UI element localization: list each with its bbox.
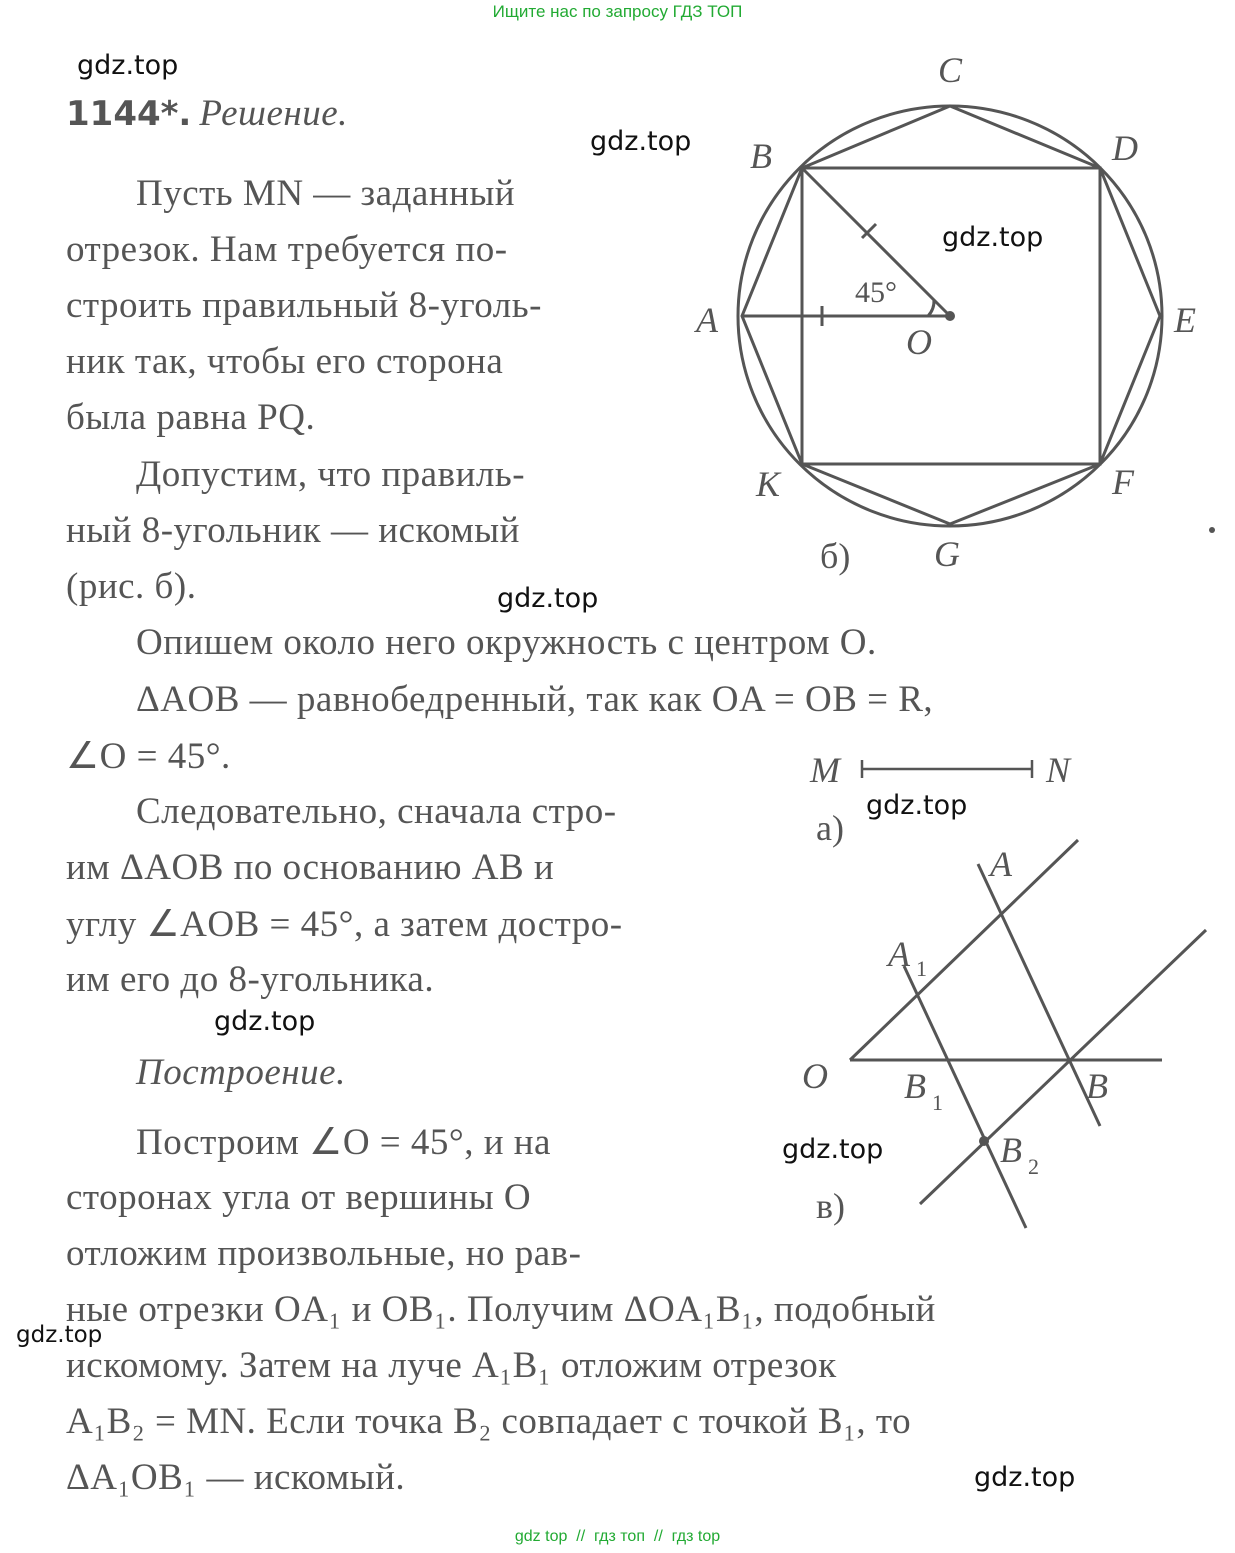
construction-heading: Построение. [136, 1052, 346, 1093]
vertex-label: D [1112, 128, 1138, 168]
watermark: gdz.top [974, 1462, 1076, 1493]
text-line: ∠O = 45°. [66, 736, 231, 777]
text-line: Допустим, что правиль- [136, 454, 526, 495]
text-line: отрезок. Нам требуется по- [66, 229, 508, 270]
watermark: gdz.top [866, 790, 968, 821]
watermark: gdz.top [590, 126, 692, 157]
top-banner[interactable]: Ищите нас по запросу ГДЗ ТОП [492, 2, 743, 21]
line-ab [978, 864, 1100, 1126]
figure-a [862, 760, 1032, 778]
angle-label: 45° [855, 276, 897, 309]
vertex-label: A [696, 300, 718, 340]
problem-number: 1144*. [66, 94, 192, 134]
text-line: углу ∠AOB = 45°, а затем достро- [66, 904, 623, 945]
point-label: B [1000, 1130, 1022, 1170]
figure-caption: б) [820, 536, 851, 576]
vertex-label: C [938, 50, 963, 90]
text-line: искомому. Затем на луче A₁B₁ отложим отрезок [66, 1345, 837, 1386]
point-subscript: 1 [916, 956, 927, 981]
point-label: B [1086, 1066, 1108, 1106]
vertex-label: G [934, 534, 960, 574]
vertex-label: K [756, 464, 781, 504]
text-line: A₁B₂ = MN. Если точка B₂ совпадает с точкой B₁, то [66, 1401, 912, 1442]
text-line: им ΔAOB по основанию AB и [66, 847, 555, 888]
text-line: Пусть MN — заданный [136, 173, 516, 214]
text-line: Следовательно, сначала стро- [136, 791, 617, 832]
footer-links[interactable]: gdz top // гдз топ // гдз top [514, 1528, 721, 1545]
speck [1209, 527, 1215, 533]
solution-heading: Решение. [199, 93, 348, 134]
text-line: ные отрезки OA₁ и OB₁. Получим ΔOA₁B₁, подобный [66, 1289, 936, 1330]
text-line: ник так, чтобы его сторона [66, 341, 504, 382]
vertex-label: F [1112, 462, 1134, 502]
text-line: ΔA₁OB₁ — искомый. [66, 1457, 406, 1498]
text-line: отложим произвольные, но рав- [66, 1233, 582, 1274]
point-label: A [990, 844, 1012, 884]
point-label: B [904, 1066, 926, 1106]
watermark: gdz.top [16, 1322, 103, 1348]
text-line: ный 8-угольник — искомый [66, 510, 520, 551]
figure-caption: а) [816, 808, 844, 848]
watermark: gdz.top [214, 1006, 316, 1037]
point-label: N [1046, 750, 1071, 790]
text-line: Опишем около него окружность с центром O. [136, 622, 877, 663]
watermark: gdz.top [77, 50, 179, 81]
ray-oa [850, 840, 1078, 1060]
point-label: M [810, 750, 840, 790]
text-line: (рис. б). [66, 566, 197, 607]
text-line: Построим ∠O = 45°, и на [136, 1122, 551, 1163]
text-line: им его до 8-угольника. [66, 959, 435, 1000]
figure-caption: в) [816, 1186, 845, 1226]
point-b2 [979, 1136, 989, 1146]
point-subscript: 2 [1028, 1154, 1039, 1179]
vertex-label: B [750, 136, 772, 176]
angle-arc [928, 300, 934, 316]
text-line: строить правильный 8-уголь- [66, 285, 542, 326]
text-line: была равна PQ. [66, 397, 316, 438]
point-subscript: 1 [932, 1090, 943, 1115]
vertex-label: E [1174, 300, 1196, 340]
point-label: O [802, 1056, 828, 1096]
center-point [945, 311, 955, 321]
parallel-line [920, 930, 1206, 1204]
watermark: gdz.top [782, 1134, 884, 1165]
point-label: A [888, 934, 910, 974]
text-line: ΔAOB — равнобедренный, так как OA = OB = R, [136, 679, 934, 720]
center-label: O [906, 322, 932, 362]
text-line: сторонах угла от вершины O [66, 1177, 532, 1218]
watermark: gdz.top [497, 583, 599, 614]
watermark: gdz.top [942, 222, 1044, 253]
